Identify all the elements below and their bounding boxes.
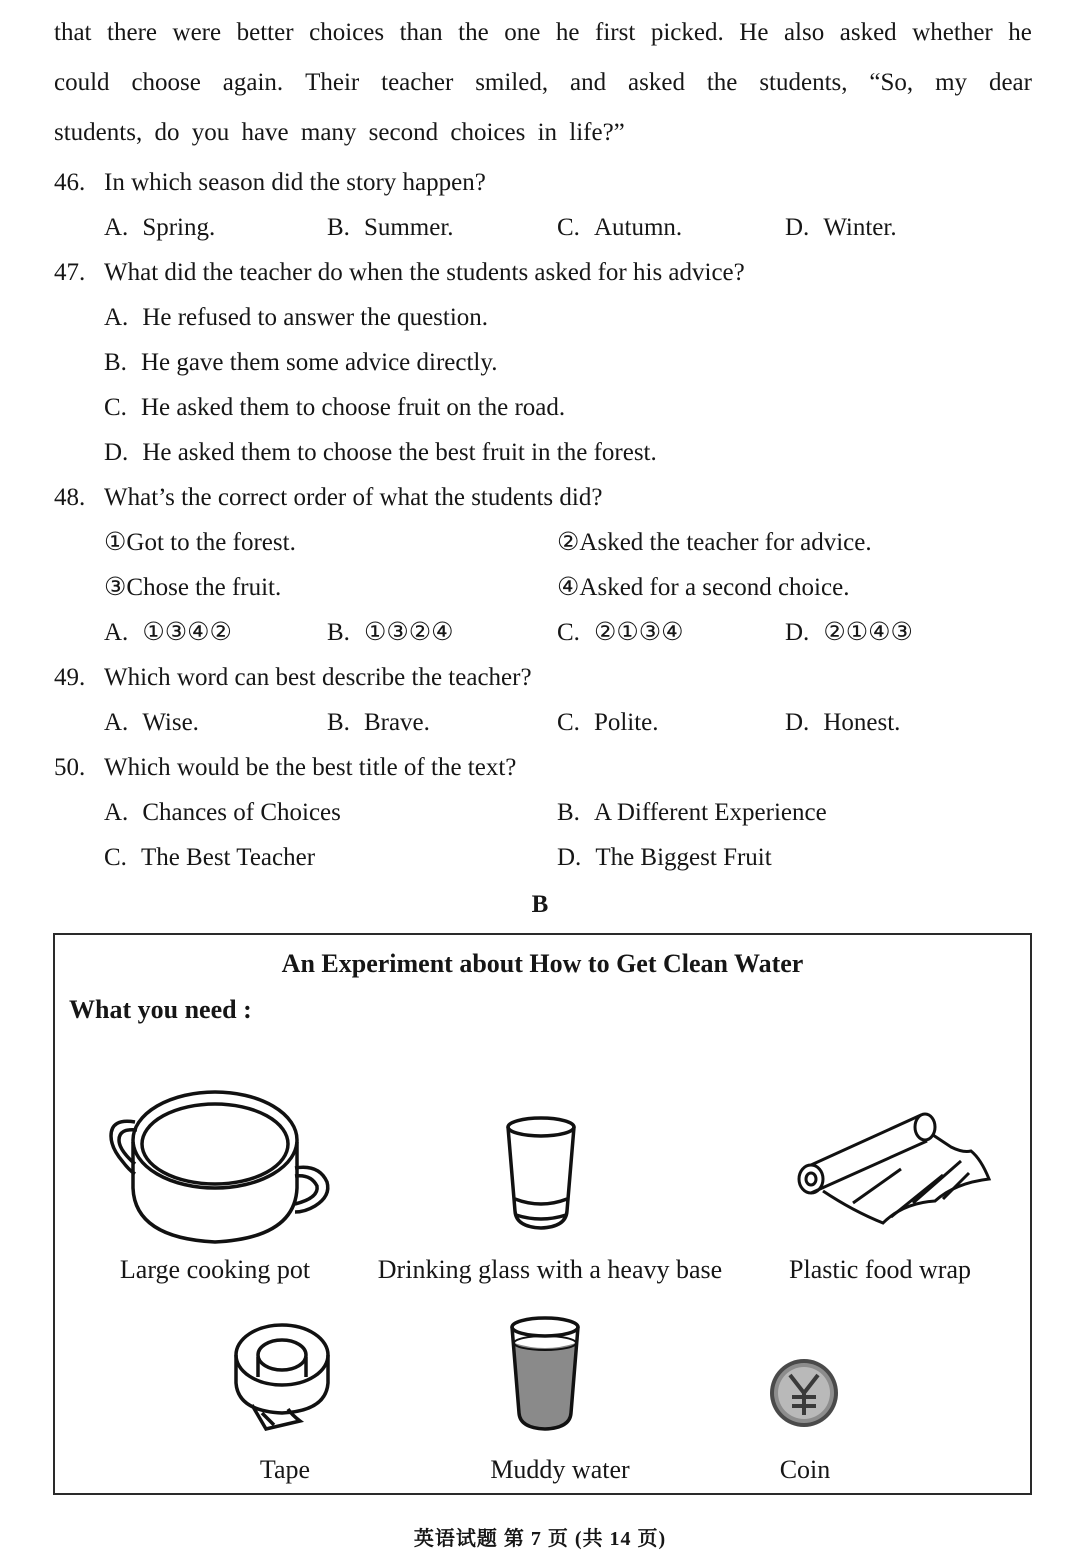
option-b: B. Summer. <box>327 214 454 241</box>
passage-word: whether <box>912 19 993 46</box>
passage-word: picked. <box>650 19 724 46</box>
tape-icon <box>230 1317 340 1437</box>
question-text: What’s the correct order of what the students did? <box>104 484 603 511</box>
question-number: 49. <box>54 664 86 691</box>
passage-line-3: students, do you have many second choices in life?” <box>54 119 625 146</box>
passage-word: than <box>399 19 443 46</box>
option-c: C. ②①③④ <box>557 619 684 646</box>
option-b: B. A Different Experience <box>557 799 827 826</box>
option-c: C. Autumn. <box>557 214 683 241</box>
coin-icon <box>768 1357 840 1429</box>
section-label: B <box>531 891 549 918</box>
cooking-pot-icon <box>105 1080 345 1250</box>
option-a: A. Wise. <box>104 709 199 736</box>
passage-word: choose <box>131 69 201 96</box>
option-d: D. The Biggest Fruit <box>557 844 772 871</box>
option-c: C. The Best Teacher <box>104 844 316 871</box>
option-c: C. Polite. <box>557 709 659 736</box>
passage-word: “So, <box>869 69 914 96</box>
experiment-box <box>53 933 1032 1495</box>
question-text: What did the teacher do when the students asked for his advice? <box>104 259 745 286</box>
passage-word: Their <box>305 69 360 96</box>
step-3: ③Chose the fruit. <box>104 574 282 601</box>
passage-word: asked <box>839 19 897 46</box>
option-d: D. He asked them to choose the best fruit in the forest. <box>104 439 657 466</box>
step-2: ②Asked the teacher for advice. <box>557 529 872 556</box>
passage-word: asked <box>628 69 685 96</box>
question-text: Which would be the best title of the text? <box>104 754 517 781</box>
materials-heading: What you need : <box>69 995 252 1024</box>
option-a: A. He refused to answer the question. <box>104 304 489 331</box>
passage-word: smiled, <box>475 69 549 96</box>
step-4: ④Asked for a second choice. <box>557 574 850 601</box>
passage-word: and <box>570 69 607 96</box>
passage-word: one <box>504 19 541 46</box>
passage-line-1 <box>54 18 1032 48</box>
option-a: A. ①③④② <box>104 619 232 646</box>
item-label-drinking-glass: Drinking glass with a heavy base <box>377 1255 723 1284</box>
option-b: B. ①③②④ <box>327 619 454 646</box>
passage-word: there <box>107 19 157 46</box>
option-b: B. Brave. <box>327 709 430 736</box>
passage-word: first <box>595 19 636 46</box>
plastic-wrap-icon <box>793 1107 993 1237</box>
item-label-coin: Coin <box>779 1455 831 1484</box>
option-d: D. ②①④③ <box>785 619 913 646</box>
passage-word: my <box>935 69 968 96</box>
passage-word: better <box>236 19 294 46</box>
option-a: A. Chances of Choices <box>104 799 341 826</box>
passage-word: could <box>54 69 110 96</box>
passage-word: He <box>739 19 769 46</box>
question-text: In which season did the story happen? <box>104 169 486 196</box>
question-number: 47. <box>54 259 86 286</box>
passage-word: the <box>706 69 738 96</box>
passage-word: choices <box>309 19 385 46</box>
page-footer: 英语试题 第 7 页 (共 14 页) <box>413 1528 667 1550</box>
option-a: A. Spring. <box>104 214 216 241</box>
passage-line-2 <box>54 68 1032 98</box>
passage-word: teacher <box>381 69 454 96</box>
passage-word: were <box>172 19 222 46</box>
passage-word: again. <box>222 69 284 96</box>
option-d: D. Winter. <box>785 214 897 241</box>
item-label-tape: Tape <box>259 1455 311 1484</box>
question-number: 46. <box>54 169 86 196</box>
passage-word: he <box>555 19 580 46</box>
option-d: D. Honest. <box>785 709 901 736</box>
passage-word: also <box>783 19 825 46</box>
question-number: 50. <box>54 754 86 781</box>
muddy-water-icon <box>505 1315 585 1435</box>
item-label-muddy-water: Muddy water <box>490 1455 630 1484</box>
passage-word: that <box>54 19 92 46</box>
question-number: 48. <box>54 484 86 511</box>
passage-word: he <box>1008 19 1032 46</box>
experiment-title: An Experiment about How to Get Clean Water <box>281 949 804 978</box>
option-c: C. He asked them to choose fruit on the road. <box>104 394 566 421</box>
step-1: ①Got to the forest. <box>104 529 296 556</box>
option-b: B. He gave them some advice directly. <box>104 349 498 376</box>
passage-word: dear <box>988 69 1032 96</box>
item-label-plastic-food-wrap: Plastic food wrap <box>789 1255 971 1284</box>
drinking-glass-icon <box>501 1115 581 1235</box>
question-text: Which word can best describe the teacher? <box>104 664 532 691</box>
item-label-large-cooking-pot: Large cooking pot <box>119 1255 311 1284</box>
passage-word: the <box>458 19 489 46</box>
passage-word: students, <box>759 69 848 96</box>
